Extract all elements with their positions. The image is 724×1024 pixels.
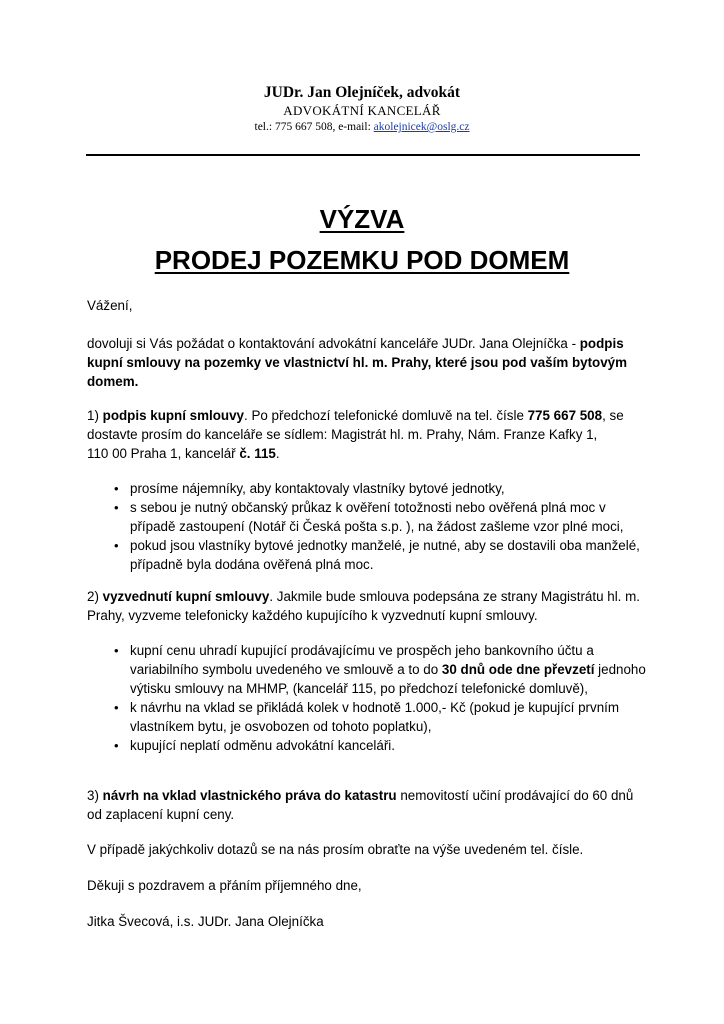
list-item — [87, 641, 647, 698]
bullet-icon: • — [114, 738, 119, 753]
letterhead-name: JUDr. Jan Olejníček, advokát — [263, 84, 461, 101]
list-item — [87, 479, 647, 498]
signature: Jitka Švecová, i.s. JUDr. Jana Olejníčka — [87, 914, 324, 929]
intro-text: dovoluji si Vás požádat o kontaktování advokátní kanceláře JUDr. Jana Olejníčka - — [87, 336, 580, 351]
list-item-text-2: jednoho výtisku smlouvy na MHMP, (kancelář 115, po předchozí telefonické domluvě), — [130, 662, 646, 696]
step2-paragraph — [87, 587, 647, 625]
step1-number: 1) — [87, 408, 103, 423]
step2-text: . Jakmile bude smlouva podepsána ze strany Magistrátu hl. m. Prahy, vyzveme telefonicky každého kupujícího k vyzvednutí kupní smlouvy. — [87, 589, 640, 623]
step2-heading: vyzvednutí kupní smlouvy — [102, 589, 270, 604]
document-title: VÝZVA — [319, 204, 405, 234]
letterhead-office: ADVOKÁTNÍ KANCELÁŘ — [283, 103, 441, 118]
step3-number: 3) — [87, 788, 103, 803]
greeting: Vážení, — [87, 298, 133, 313]
list-item-text: k návrhu na vklad se přikládá kolek v hodnotě 1.000,- Kč (pokud je kupující prvním vlastníkem bytu, je osvobozen od tohoto poplatku), — [130, 700, 620, 734]
step3-text: nemovitostí učiní prodávající do 60 dnů od zaplacení kupní ceny. — [87, 788, 634, 822]
step3-heading: návrh na vklad vlastnického práva do katastru — [102, 788, 397, 803]
step1-address: , se dostavte prosím do kanceláře se sídlem: Magistrát hl. m. Prahy, Nám. Franze Kafky 1, — [87, 408, 624, 442]
step2-number: 2) — [87, 589, 103, 604]
step1-end: . — [275, 446, 280, 461]
document-subtitle: PRODEJ POZEMKU POD DOMEM — [154, 245, 570, 275]
list-item-text: pokud jsou vlastníky bytové jednotky manželé, je nutné, aby se dostavili oba manželé, případně byla dodána ověřená plná moc. — [130, 538, 640, 572]
step3-paragraph — [87, 786, 647, 824]
intro-bold: podpis kupní smlouvy na pozemky ve vlastnictví hl. m. Prahy, které jsou pod vaším bytovým domem. — [87, 336, 628, 389]
bullet-icon: • — [114, 481, 119, 496]
questions-paragraph: V případě jakýchkoliv dotazů se na nás prosím obraťte na výše uvedeném tel. čísle. — [87, 842, 584, 857]
list-item-text: s sebou je nutný občanský průkaz k ověření totožnosti nebo ověřená plná moc v případě zastoupení (Notář či Česká pošta s.p. ), na žádost zašleme vzor plné moci, — [130, 500, 624, 534]
step1-address-2: 110 00 Praha 1, kancelář — [87, 446, 240, 461]
list-item-text: kupní cenu uhradí kupující prodávajícímu ve prospěch jeho bankovního účtu a variabilního symbolu uvedeného ve smlouvě a to do — [130, 643, 594, 677]
bullet-icon: • — [114, 538, 119, 553]
list-item — [87, 698, 647, 736]
list-item — [87, 498, 647, 536]
intro-paragraph — [87, 334, 647, 391]
step1-text: . Po předchozí telefonické domluvě na tel. čísle — [244, 408, 528, 423]
bullet-icon: • — [114, 643, 119, 658]
closing-paragraph: Děkuji s pozdravem a přáním příjemného dne, — [87, 878, 362, 893]
contact-phone-text: tel.: 775 667 508, e-mail: — [254, 121, 374, 133]
step2-bullet-list — [87, 641, 647, 755]
letterhead-divider — [86, 154, 640, 156]
list-item-text: prosíme nájemníky, aby kontaktovaly vlastníky bytové jednotky, — [130, 481, 505, 496]
letterhead-contact — [0, 121, 724, 133]
email-link[interactable]: akolejnicek@oslg.cz — [373, 121, 470, 133]
list-item-bold: 30 dnů ode dne převzetí — [441, 662, 595, 677]
list-item-text: kupující neplatí odměnu advokátní kanceláři. — [130, 738, 396, 753]
step1-bullet-list — [87, 479, 647, 574]
list-item — [87, 736, 647, 755]
step1-paragraph — [87, 406, 647, 463]
bullet-icon: • — [114, 700, 119, 715]
step1-heading: podpis kupní smlouvy — [102, 408, 245, 423]
list-item — [87, 536, 647, 574]
step1-room: č. 115 — [239, 446, 276, 461]
step1-phone: 775 667 508 — [527, 408, 603, 423]
bullet-icon: • — [114, 500, 119, 515]
